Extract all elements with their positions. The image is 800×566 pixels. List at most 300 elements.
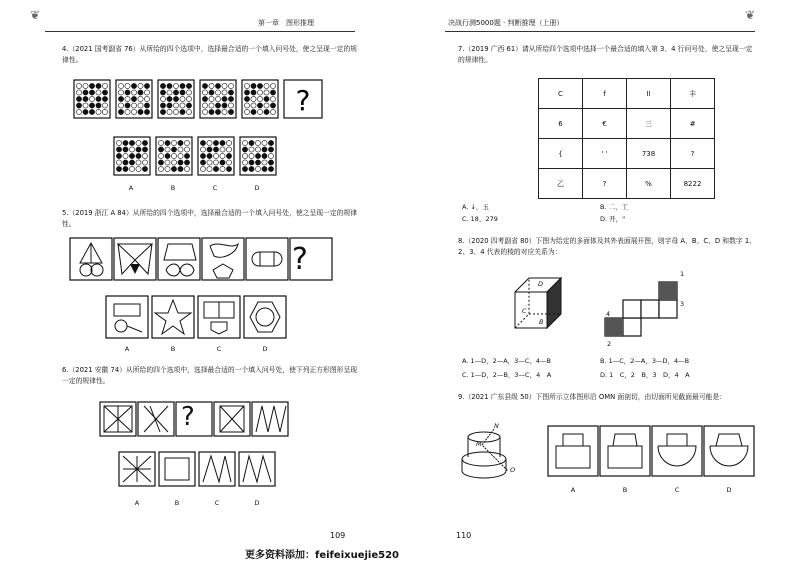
dot [123,147,128,152]
dot [165,160,170,165]
option-label-d: D [726,486,732,494]
dot [165,166,170,171]
dot [167,96,172,101]
dot [118,90,123,95]
dot [96,96,101,101]
dot [165,153,170,158]
dot [262,153,267,158]
dot [209,103,214,108]
dot [96,83,101,88]
dot [186,90,191,95]
grid-cell: ' ' [583,139,627,169]
question-5-text: 5.（2019 浙江 A 84）从所给的四个选项中，选择最合适的一个填入问号处，使之呈现一定的规律性。 [62,209,358,228]
dot [228,103,233,108]
dot [249,160,254,165]
dot [209,90,214,95]
question-8-option-c: C. 1—D，2—B，3—C，4 A [462,371,552,379]
dot [144,83,149,88]
dot [251,83,256,88]
dot [102,90,107,95]
dot [76,109,81,114]
dot [270,96,275,101]
dot [173,96,178,101]
dot [144,90,149,95]
dot [129,160,134,165]
dot [228,90,233,95]
dot [226,140,231,145]
dot [180,103,185,108]
dot [180,90,185,95]
dot [165,147,170,152]
option-label-a: A [134,499,140,507]
leaf-ornament-icon: ❦ [30,8,41,22]
question-7-option-b: B. 二，工 [600,203,629,211]
dot [270,90,275,95]
dot [83,103,88,108]
dot [200,140,205,145]
dot [116,160,121,165]
option-label-b: B [174,499,180,507]
dot [262,166,267,171]
dot [89,96,94,101]
dot [215,90,220,95]
question-8-text: 8.（2020 四考副省 80）下图为给定的多面体及其外表面展开图，则字母 A、B、C、D 和数字 1、2、3、4 代表的棱的对应关系为： [458,237,756,256]
page-header [445,19,755,32]
solid-label: O [510,466,516,474]
question-7-text: 7.（2019 广西 61）请从所给四个选项中选择一个最合适的填入第 3、4 行问号处，使之呈现一定的规律性。 [458,45,753,64]
dot [228,109,233,114]
question-6-options [119,452,279,492]
cube-label: B [539,318,544,326]
dot [222,103,227,108]
dot [165,140,170,145]
page-header [45,19,355,32]
dot [160,103,165,108]
grid-cell: ? [583,169,627,199]
dot [83,83,88,88]
dot [249,147,254,152]
dot [244,83,249,88]
page-number: 110 [456,531,472,540]
dot [173,90,178,95]
dot [131,96,136,101]
dot [160,83,165,88]
dot [136,160,141,165]
dot [178,166,183,171]
dot [255,160,260,165]
dot [123,153,128,158]
dot [209,109,214,114]
dot [118,103,123,108]
dot [207,166,212,171]
dot [268,160,273,165]
dot [138,83,143,88]
dot [142,147,147,152]
net-label: 1 [680,270,685,278]
dot [180,109,185,114]
dot [226,147,231,152]
dot [83,96,88,101]
dot [244,103,249,108]
dot [178,140,183,145]
dot [180,83,185,88]
dot [136,153,141,158]
dot [158,153,163,158]
dot [200,166,205,171]
dot [173,103,178,108]
dot [158,147,163,152]
dot [222,83,227,88]
dot [268,166,273,171]
dot [200,160,205,165]
question-4-options [114,137,294,179]
dot [251,90,256,95]
grid-cell: € [583,109,627,139]
dot [138,103,143,108]
dot [257,90,262,95]
dot [118,109,123,114]
dot [129,147,134,152]
dot [136,147,141,152]
leaf-ornament-icon: ❦ [745,8,756,22]
question-mark: ? [181,402,195,432]
dot [264,96,269,101]
dot [262,160,267,165]
question-9-text: 9.（2021 广东县级 50）下图所示立体图形沿 OMN 面剖切，由切面所见截面最可能是： [458,393,727,401]
dot [186,96,191,101]
dot [207,153,212,158]
dot [116,140,121,145]
solid-label: N [494,422,499,430]
dot [213,147,218,152]
header-title: 决战行测5000题 · 判断推理（上册） [445,18,567,28]
dot [123,160,128,165]
dot [251,96,256,101]
dot [262,140,267,145]
dot [160,109,165,114]
dot [268,153,273,158]
dot [215,96,220,101]
option-label-b: B [170,345,176,353]
dot [268,147,273,152]
dot [264,103,269,108]
dot [213,140,218,145]
option-label-c: C [212,184,218,192]
dot [125,90,130,95]
dot [142,160,147,165]
dot [186,103,191,108]
dot [167,109,172,114]
dot [184,160,189,165]
dot [184,153,189,158]
grid-cell: { [539,139,583,169]
option-label-d: D [254,499,260,507]
dot [178,160,183,165]
dot [207,160,212,165]
dot [144,109,149,114]
option-label-d: D [254,184,260,192]
dot [96,103,101,108]
question-4-sequence [74,80,334,126]
dot [257,83,262,88]
dot [242,140,247,145]
option-label-b: B [622,486,628,494]
dot [123,140,128,145]
question-6-text: 6.（2021 安徽 74）从所给的四个选项中，选择最合适的一个填入问号处，使下列正方形图形呈现一定的规律性。 [62,366,358,385]
dot [136,140,141,145]
dot [83,90,88,95]
dot [244,96,249,101]
grid-cell: ? [671,139,715,169]
option-label-d: D [262,345,268,353]
dot [220,147,225,152]
dot [125,109,130,114]
question-7-option-d: D. 开，" [600,215,626,223]
dot [202,90,207,95]
dot [116,166,121,171]
dot [264,109,269,114]
dot [89,109,94,114]
dot [131,103,136,108]
dot [228,83,233,88]
dot [83,109,88,114]
dot [213,153,218,158]
dot [102,96,107,101]
dot [116,147,121,152]
grid-cell: 8222 [671,169,715,199]
dot [270,109,275,114]
dot [178,147,183,152]
dot [242,160,247,165]
footer-contact: 更多资料添加：feifeixuejie520 [245,550,399,561]
dot [215,103,220,108]
dot [171,140,176,145]
dot [102,109,107,114]
dot [178,153,183,158]
dot [160,96,165,101]
dot [222,90,227,95]
dot [171,166,176,171]
dot [244,90,249,95]
option-label-a: A [570,486,576,494]
dot [255,153,260,158]
dot [138,109,143,114]
dot [118,83,123,88]
header-title: 第一章 图形推理 [255,18,317,28]
dot [220,166,225,171]
dot [226,153,231,158]
dot [96,109,101,114]
dot [270,103,275,108]
dot [142,153,147,158]
grid-cell: II [627,79,671,109]
dot [202,83,207,88]
question-7-option-c: C. 18，279 [462,215,498,223]
dot [76,90,81,95]
dot [144,96,149,101]
dot [264,83,269,88]
dot [244,109,249,114]
dot [255,166,260,171]
dot [257,109,262,114]
dot [76,96,81,101]
dot [184,147,189,152]
cube-label: D [538,280,544,288]
option-label-a: A [128,184,134,192]
dot [186,109,191,114]
dot [220,153,225,158]
dot [200,153,205,158]
question-8-option-d: D. 1 C，2 B，3 D，4 A [600,371,690,379]
grid-cell: 738 [627,139,671,169]
question-7-option-a: A. ↓，玉 [462,203,489,211]
dot [251,109,256,114]
dot [209,96,214,101]
dot [142,166,147,171]
dot [251,103,256,108]
dot [116,153,121,158]
dot [180,96,185,101]
grid-cell: 6 [539,109,583,139]
grid-cell: 乙 [539,169,583,199]
dot [242,153,247,158]
dot [228,96,233,101]
dot [200,147,205,152]
solid-label: M [476,440,482,448]
dot [102,103,107,108]
dot [123,166,128,171]
dot [270,83,275,88]
dot [184,140,189,145]
dot [226,160,231,165]
dot [89,90,94,95]
dot [138,90,143,95]
option-label-c: C [216,345,222,353]
question-4-text: 4.（2021 国考副省 76）从所给的四个选项中，选择最合适的一个填入问号处，使之呈现一定的规律性。 [62,45,358,64]
question-5-sequence [70,238,330,284]
dot [209,83,214,88]
cube-label: C [522,307,527,315]
dot [202,109,207,114]
grid-cell: # [671,109,715,139]
dot [255,147,260,152]
dot [76,83,81,88]
dot [129,153,134,158]
option-label-c: C [674,486,680,494]
dot [125,83,130,88]
dot [131,90,136,95]
dot [222,109,227,114]
dot [131,109,136,114]
dot [207,147,212,152]
dot [138,96,143,101]
dot [249,166,254,171]
dot [255,140,260,145]
dot [249,140,254,145]
question-7-grid [538,78,715,199]
dot [89,103,94,108]
grid-cell: f [583,79,627,109]
dot [268,140,273,145]
net-label: 4 [606,310,611,318]
dot [257,96,262,101]
dot [242,166,247,171]
question-8-option-b: B. 1—C，2—A，3—D，4—B [600,357,690,365]
dot [264,90,269,95]
dot [213,160,218,165]
option-label-a: A [124,345,130,353]
question-mark: ? [292,242,308,277]
dot [207,140,212,145]
dot [171,160,176,165]
dot [257,103,262,108]
dot [222,96,227,101]
option-label-c: C [214,499,220,507]
dot [184,166,189,171]
net-label: 3 [680,300,685,308]
dot [144,103,149,108]
right-page [400,0,800,566]
dot [76,103,81,108]
dot [158,160,163,165]
dot [136,166,141,171]
dot [129,166,134,171]
dot [220,140,225,145]
dot [215,109,220,114]
dot [142,140,147,145]
question-9-options [548,426,758,478]
dot [102,83,107,88]
dot [242,147,247,152]
dot [226,166,231,171]
question-6-sequence [100,402,320,438]
dot [186,83,191,88]
question-5-options [106,296,296,342]
dot [171,147,176,152]
grid-cell: % [627,169,671,199]
dot [220,160,225,165]
dot [262,147,267,152]
grid-cell: C [539,79,583,109]
question-mark: ? [295,84,311,117]
option-label-b: B [170,184,176,192]
dot [249,153,254,158]
dot [167,83,172,88]
dot [96,90,101,95]
dot [89,83,94,88]
dot [158,166,163,171]
net-label: 2 [607,340,612,348]
dot [213,166,218,171]
dot [167,103,172,108]
dot [131,83,136,88]
page-number: 109 [330,531,346,540]
dot [125,103,130,108]
dot [202,103,207,108]
grid-cell: 三 [627,109,671,139]
dot [158,140,163,145]
dot [118,96,123,101]
dot [167,90,172,95]
question-8-option-a: A. 1—D，2—A，3—C，4—B [462,357,551,365]
dot [215,83,220,88]
dot [171,153,176,158]
grid-cell: 丰 [671,79,715,109]
dot [129,140,134,145]
dot [160,90,165,95]
dot [125,96,130,101]
dot [173,109,178,114]
